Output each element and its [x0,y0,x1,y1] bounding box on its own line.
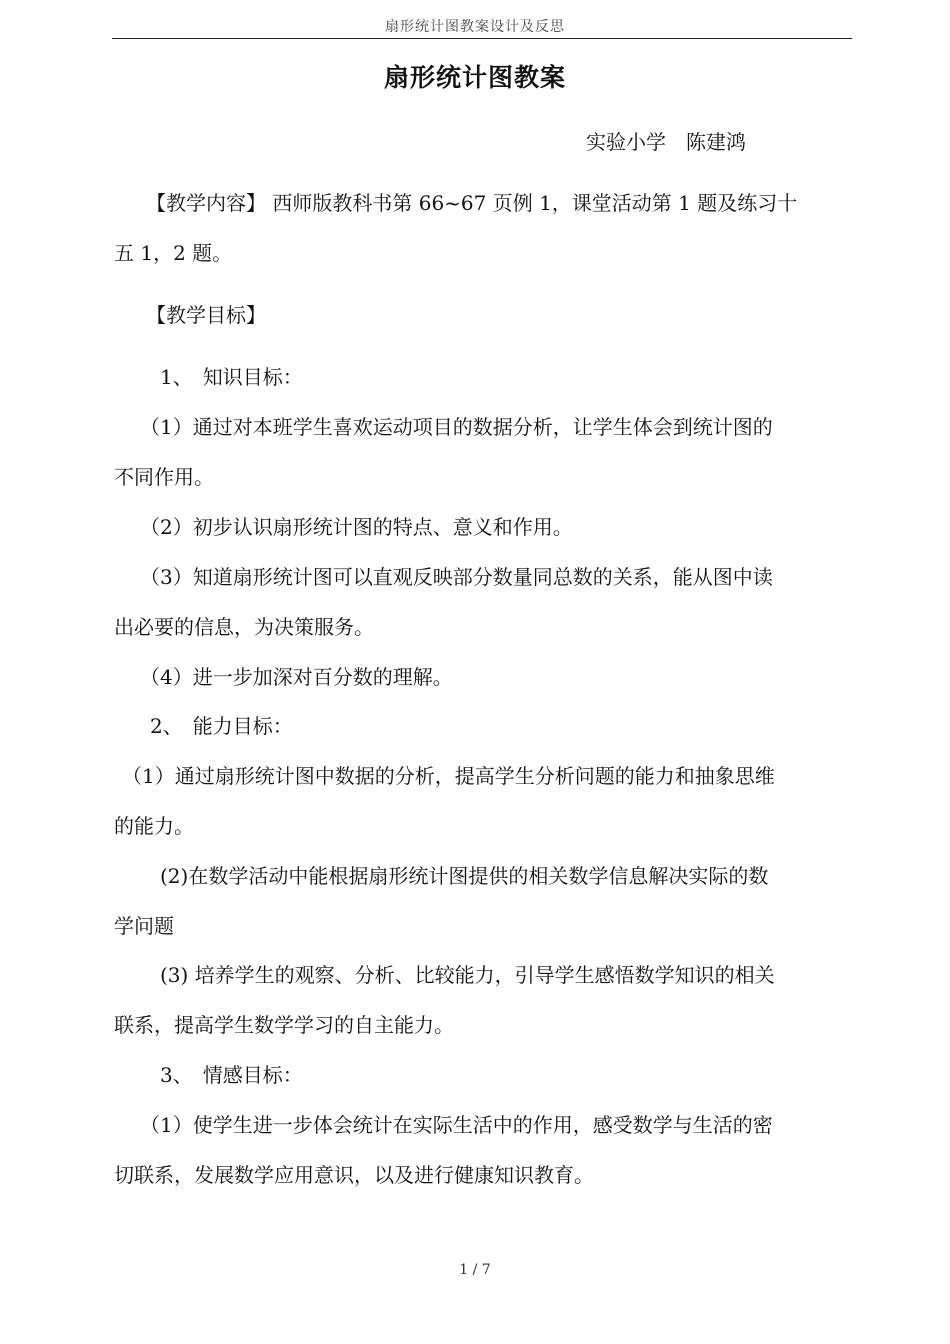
ability-item-3-line-1: (3) 培养学生的观察、分析、比较能力，引导学生感悟数学知识的相关 [160,963,775,987]
ability-item-3-line-2: 联系，提高学生数学学习的自主能力。 [114,1013,454,1037]
teaching-content-line-2: 五 1，2 题。 [114,241,233,265]
knowledge-item-1-line-2: 不同作用。 [114,465,214,489]
teaching-goals-heading: 【教学目标】 [146,303,266,327]
knowledge-item-4: （4）进一步加深对百分数的理解。 [140,665,453,689]
knowledge-goals-heading: 1、 知识目标： [160,365,303,389]
ability-item-2-line-2: 学问题 [114,914,174,938]
emotion-item-1-line-2: 切联系，发展数学应用意识，以及进行健康知识教育。 [114,1163,594,1187]
knowledge-item-3-line-2: 出必要的信息，为决策服务。 [114,615,374,639]
page-number: 1 / 7 [459,1262,491,1278]
header-divider [112,38,852,39]
page-title: 扇形统计图教案 [383,63,566,92]
ability-goals-heading: 2、 能力目标： [150,714,293,738]
author-line: 实验小学 陈建鸿 [586,130,746,154]
emotion-goals-heading: 3、 情感目标： [160,1063,303,1087]
knowledge-item-1-line-1: （1）通过对本班学生喜欢运动项目的数据分析，让学生体会到统计图的 [140,415,773,439]
emotion-item-1-line-1: （1）使学生进一步体会统计在实际生活中的作用，感受数学与生活的密 [140,1113,773,1137]
ability-item-1-line-1: （1）通过扇形统计图中数据的分析，提高学生分析问题的能力和抽象思维 [122,764,775,788]
ability-item-1-line-2: 的能力。 [114,814,194,838]
running-header: 扇形统计图教案设计及反思 [385,19,565,35]
knowledge-item-2: （2）初步认识扇形统计图的特点、意义和作用。 [140,515,573,539]
teaching-content-line-1: 【教学内容】 西师版教科书第 66~67 页例 1，课堂活动第 1 题及练习十 [146,191,798,215]
ability-item-2-line-1: (2)在数学活动中能根据扇形统计图提供的相关数学信息解决实际的数 [160,864,769,888]
knowledge-item-3-line-1: （3）知道扇形统计图可以直观反映部分数量同总数的关系，能从图中读 [140,565,773,589]
